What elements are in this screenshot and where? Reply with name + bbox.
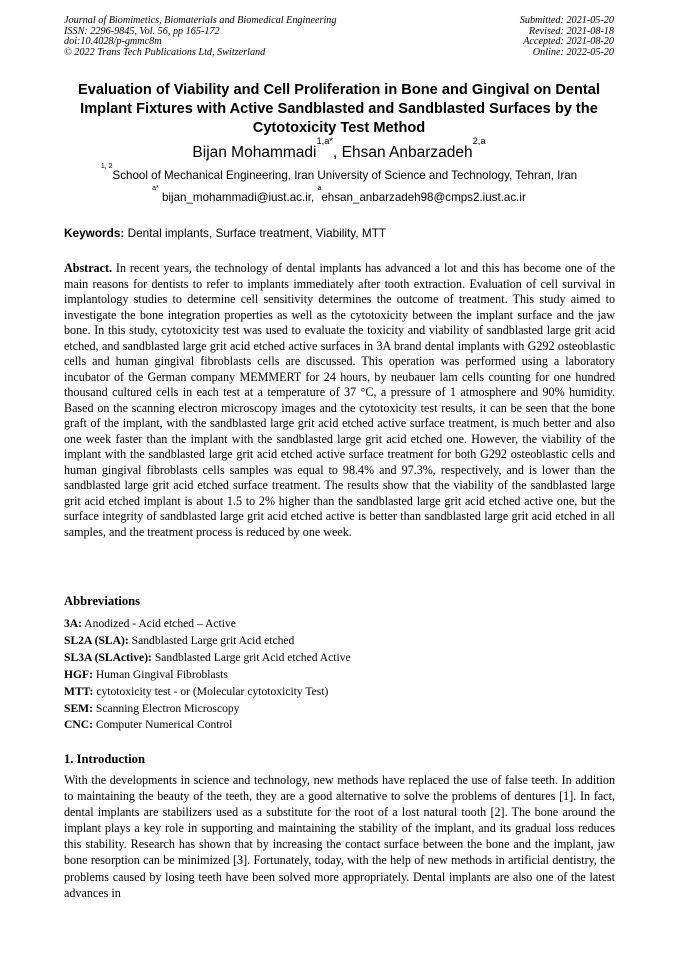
author-1-name: Bijan Mohammadi [192,144,317,161]
revised-date: Revised: 2021-08-18 [528,25,614,37]
introduction-text: With the developments in science and technology, new methods have replaced the use of false teeth. In addition to maintaining the beauty of the teeth, they are a good alternative to solve the problems of dentures [1]. In fact, dental implants are stabilizers used as a substitute for the root of a lost natural tooth [2]. The bone around the implant plays a key role in supporting and maintaining the stability of the implant, and its gradual loss reduces this stability. Research has shown that by increasing the contact surface between the bone and the implant, jaw bone resorption can be minimized [3]. Fortunately, today, with the help of new methods in artificial dentistry, the problems caused by losing teeth have been solved more appropriately. Dental implants are also one of the latest advances in [64,773,615,900]
email-2-sup: a [317,185,322,193]
abbreviation-def: Anodized - Acid etched – Active [82,617,236,630]
author-emails [64,185,614,205]
author-2-sup: 2,a [472,135,486,146]
abbreviations-heading: Abbreviations [64,594,141,608]
abbreviation-item [64,616,624,633]
abbreviation-item [64,684,624,701]
abbreviation-def: cytotoxicity test - or (Molecular cytotoxicity Test) [93,684,329,698]
affiliation-sup: 1, 2 [100,163,113,171]
journal-copyright: © 2022 Trans Tech Publications Ltd, Switzerland [64,46,266,58]
abbreviation-def: Human Gingival Fibroblasts [92,667,228,681]
abstract [64,261,615,540]
dates-header [520,16,614,58]
abbreviation-term: HGF: [64,667,93,681]
email-2[interactable]: ehsan_anbarzadeh98@cmps2.iust.ac.ir [321,191,526,204]
email-1[interactable]: bijan_mohammadi@iust.ac.ir, [158,191,318,204]
abbreviation-term: CNC: [64,718,93,732]
author-separator: , [333,144,342,161]
journal-issn: ISSN: 2296-9845, Vol. 56, pp 165-172 [64,25,220,37]
journal-header [64,16,336,58]
affiliation [64,163,614,183]
abbreviation-item [64,717,624,734]
abbreviation-item [64,667,624,684]
keywords-label: Keywords: [64,226,125,240]
email-1-sup: a* [152,185,159,193]
abbreviation-term: MTT: [64,684,94,698]
abbreviation-item [64,701,624,718]
abstract-text: In recent years, the technology of dental implants has advanced a lot and this has become one of the main reasons for dentists to refer to implants immediately after tooth extraction. Evaluation of cell survival in implantology studies to determine cell sensitivity determines the outcome of treatment. This study aimed to investigate the bone integration properties as well as the cytotoxicity between the implant surface and the jaw bone. In this study, cytotoxicity test was used to evaluate the toxicity and viability of sandblasted large grit acid etched, and sandblasted large grit acid etched active surfaces in 3A brand dental implants with G292 osteoblastic cells and human gingival fibroblasts cells are discussed. This operation was performed using a laboratory incubator of the German company MEMMERT for 24 hours, by neubauer lam cells counting for one hundred thousand cultured cells in each test at a temperature of 37 °C, a pressure of 1 atmosphere and 90% humidity. Based on the scanning electron microscopy images and the cytotoxicity test results, it can be seen that the bone graft of the implant, with the sandblasted large grit acid etched active surface treatment, is much better and also one week faster than the implant with the sandblasted large grit acid etched one. However, the viability of the implant with the sandblasted large grit acid etched active surface treatment for both G292 osteoblastic cells and human gingival fibroblasts cells samples was equal to 98.4% and 97.3%, respectively, and is lower than the sandblasted large grit acid etched surface treatment. The results show that the viability of the sandblasted large grit acid etched implant is about 1.5 to 2% higher than the sandblasted large grit acid etched active one, but the surface integrity of sandblasted large grit acid etched active is better than sandblasted large grit acid etched in all samples, and the treatment process is reduced by one week. [64,261,615,539]
abbreviation-def: Sandblasted Large grit Acid etched [128,633,295,647]
abbreviations-list [64,616,624,734]
abbreviation-def: Scanning Electron Microscopy [92,701,240,715]
abbreviation-item [64,633,624,650]
abbreviation-def: Sandblasted Large grit Acid etched Active [151,650,351,664]
abbreviation-item [64,650,624,667]
keywords-text: Dental implants, Surface treatment, Viability, MTT [124,226,387,240]
introduction-heading: 1. Introduction [64,752,145,766]
affiliation-text: School of Mechanical Engineering, Iran University of Science and Technology, Tehran, Iran [112,169,578,182]
accepted-date: Accepted: 2021-08-20 [523,36,614,48]
submitted-date: Submitted: 2021-05-20 [519,15,614,26]
abstract-label: Abstract. [64,261,113,275]
paper-title: Evaluation of Viability and Cell Proliferation in Bone and Gingival on Dental Implant Fixtures with Active Sandblasted and Sandblasted Surfaces by the Cytotoxicity Test Method [78,82,600,136]
author-1-sup: 1,a* [316,135,334,146]
journal-doi: doi:10.4028/p-gmmc8m [64,36,162,48]
abbreviation-term: SL3A (SLActive): [64,650,152,664]
abbreviation-term: 3A: [64,617,83,630]
keywords [64,226,624,240]
journal-name: Journal of Biomimetics, Biomaterials and Biomedical Engineering [64,15,337,26]
author-line [64,135,614,163]
abbreviation-term: SEM: [64,701,93,715]
online-date: Online: 2022-05-20 [532,46,614,58]
abbreviation-def: Computer Numerical Control [92,718,233,732]
abbreviation-term: SL2A (SLA): [64,633,129,647]
author-2-name: Ehsan Anbarzadeh [341,144,473,161]
